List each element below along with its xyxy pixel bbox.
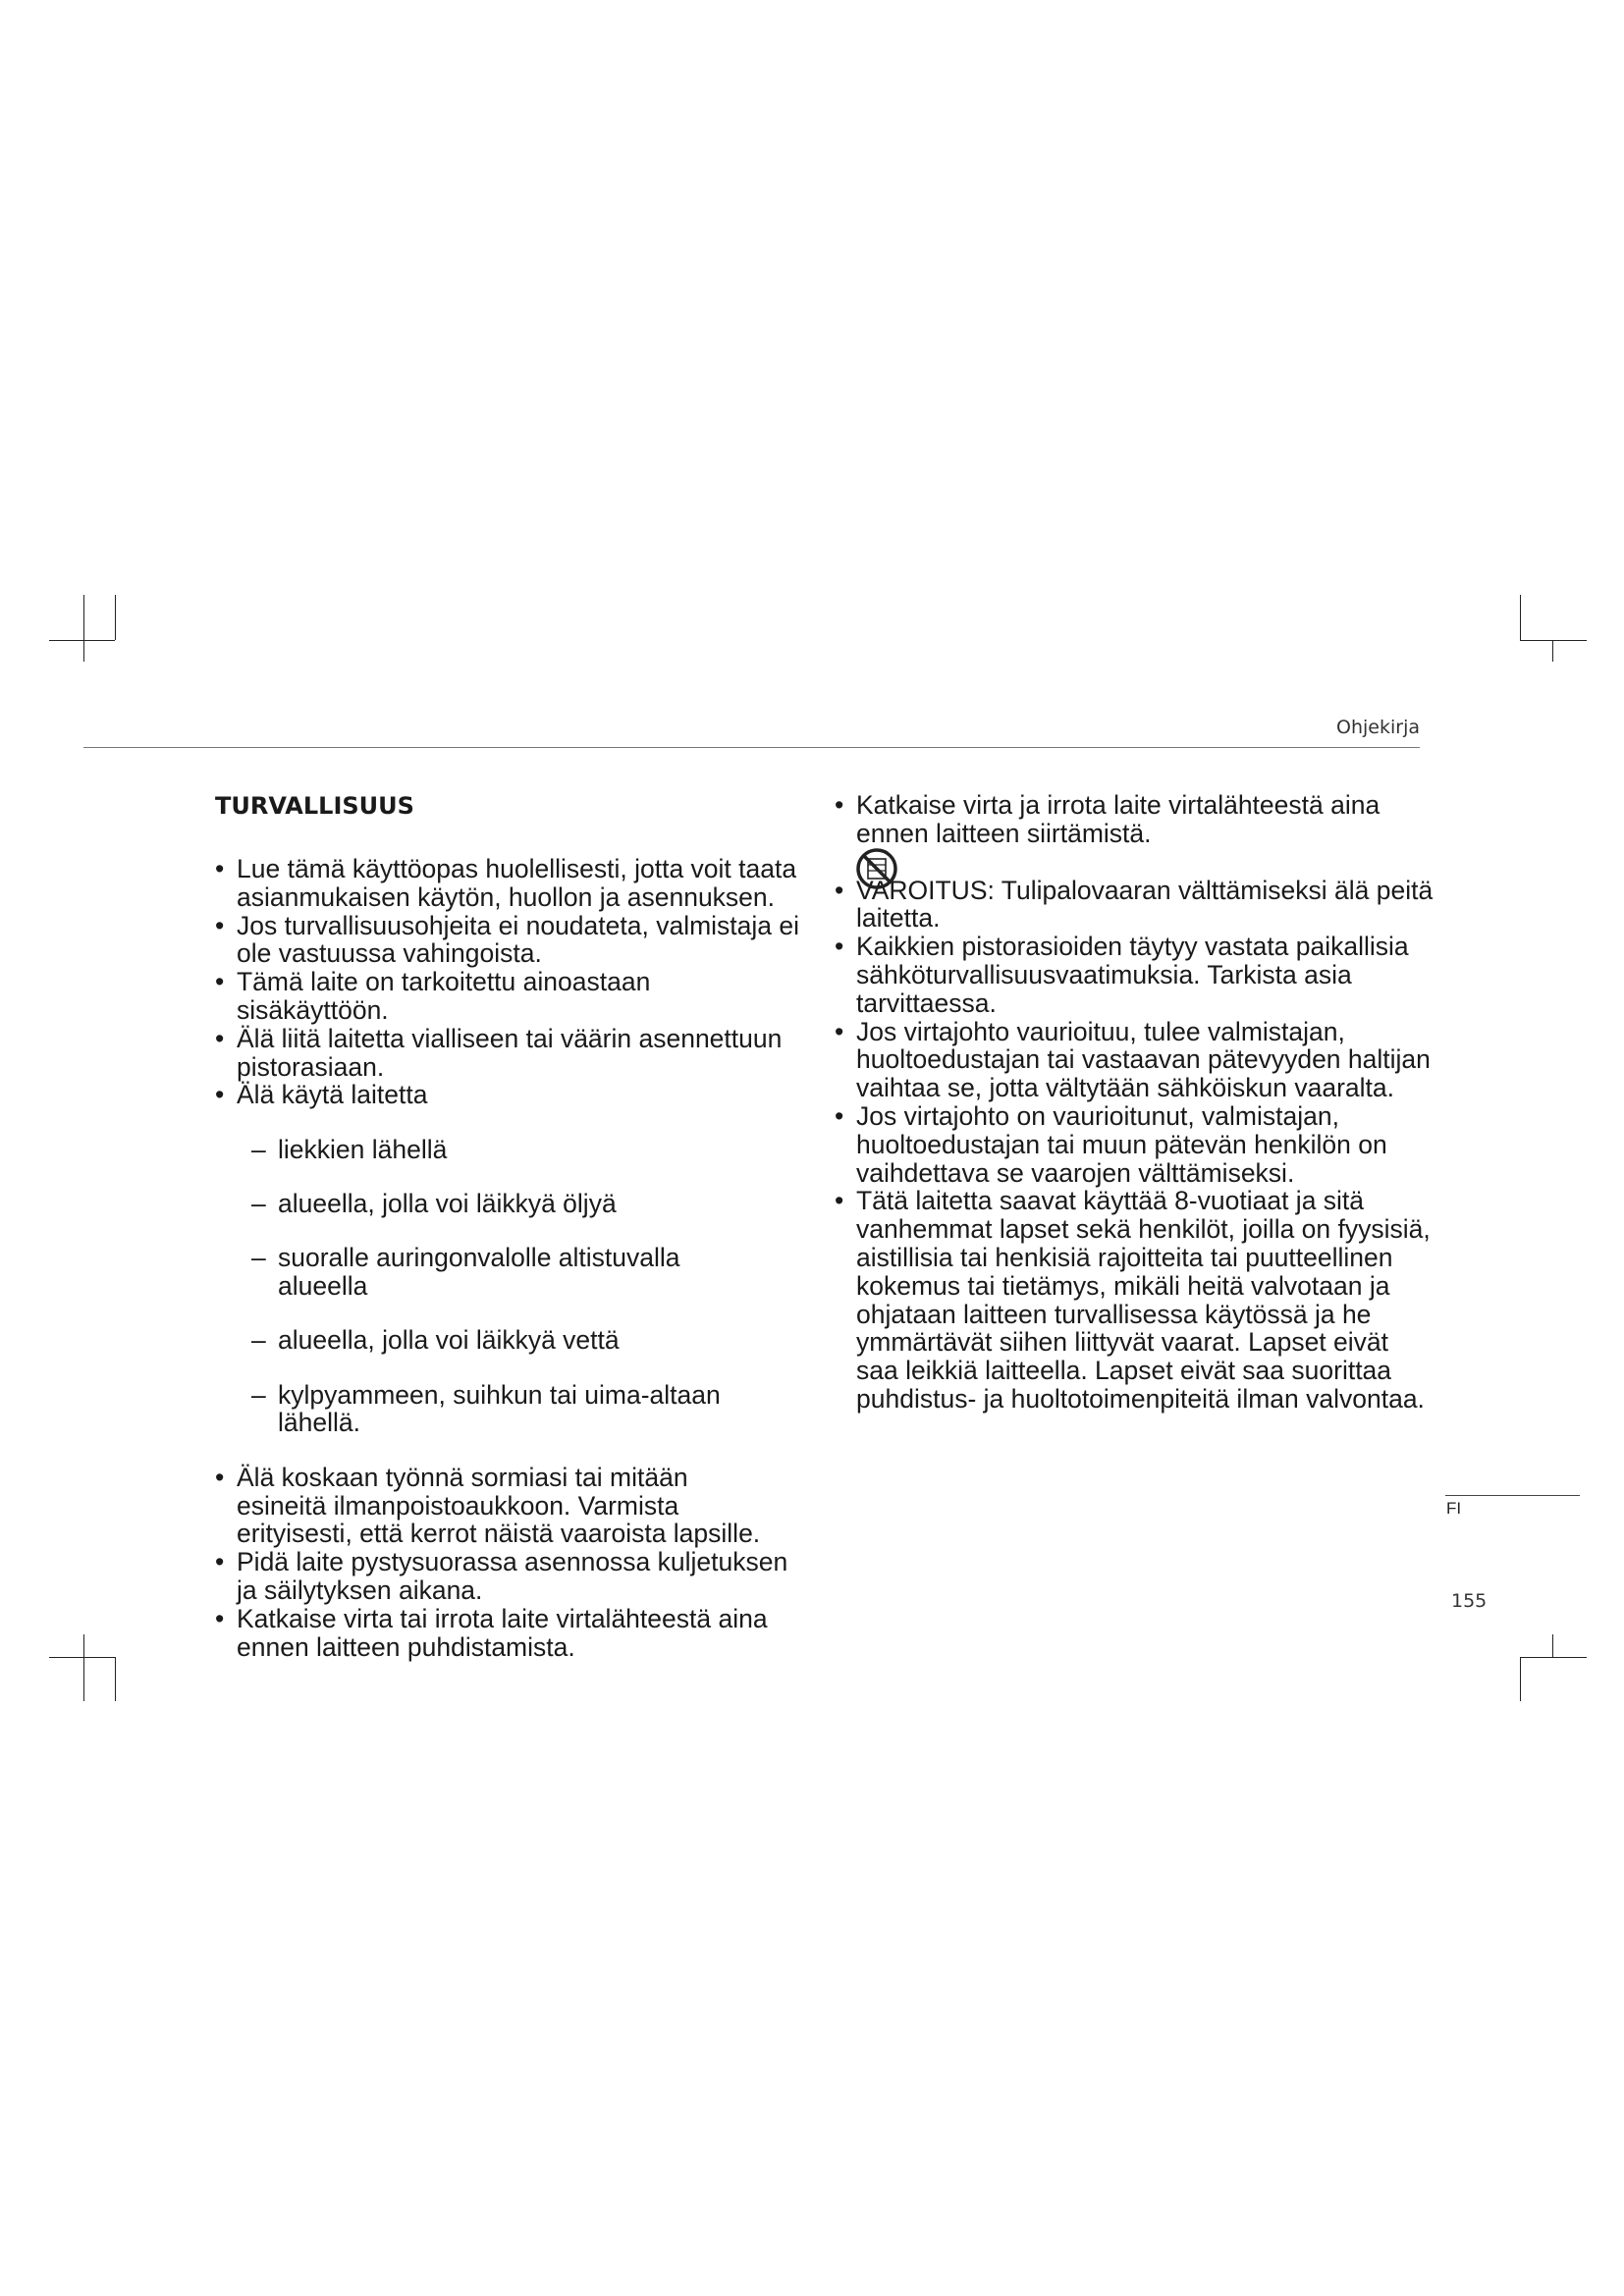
sub-list-item: – suoralle auringonvalolle altistuvalla alueella bbox=[251, 1243, 680, 1302]
crop-mark-top-left bbox=[49, 640, 115, 641]
crop-mark-bottom-left bbox=[115, 1657, 116, 1701]
list-item: • Tämä laite on tarkoitettu ainoastaan sisäkäyttöön. bbox=[215, 967, 651, 1025]
bullet: • bbox=[835, 790, 844, 820]
crop-mark-top-right bbox=[1520, 595, 1521, 640]
dash: – bbox=[251, 1243, 266, 1273]
sub-list-item: – alueella, jolla voi läikkyä öljyä bbox=[251, 1188, 617, 1218]
list-item: • Älä liitä laitetta vialliseen tai väärin asennettuun pistorasiaan. bbox=[215, 1023, 783, 1082]
warning-item bbox=[835, 877, 1434, 934]
list-item: • Lue tämä käyttöopas huolellisesti, jotta voit taata asianmukaisen käytön, huollon ja asennuksen. bbox=[215, 854, 797, 912]
left-column bbox=[215, 791, 804, 1661]
bullet: • bbox=[215, 854, 225, 883]
list-item: • Kaikkien pistorasioiden täytyy vastata paikallisia sähköturvallisuusvaatimuksia. Tarkista asia tarvittaessa. bbox=[835, 932, 1409, 1018]
spacer bbox=[835, 848, 1434, 877]
bullet: • bbox=[215, 1603, 225, 1633]
bullet: • bbox=[835, 1016, 844, 1046]
language-rule bbox=[1445, 1495, 1580, 1496]
list-item: • Älä käytä laitetta bbox=[215, 1080, 428, 1110]
language-code: FI bbox=[1446, 1499, 1462, 1518]
list-item: • Pidä laite pystysuorassa asennossa kuljetuksen ja säilytyksen aikana. bbox=[215, 1547, 788, 1605]
list-item: • Jos virtajohto vaurioituu, tulee valmistajan, huoltoedustajan tai vastaavan pätevyyden haltijan vaihtaa se, jotta vältytään sähköiskun vaaralta. bbox=[835, 1016, 1431, 1103]
crop-mark-bottom-right bbox=[1520, 1657, 1521, 1701]
crop-mark-top-right bbox=[1520, 640, 1587, 641]
right-column bbox=[835, 791, 1434, 1414]
bullet: • bbox=[835, 1100, 844, 1131]
running-header: Ohjekirja bbox=[1336, 717, 1420, 738]
dash: – bbox=[251, 1134, 266, 1164]
dash: – bbox=[251, 1188, 266, 1218]
crop-mark-top-left bbox=[83, 595, 84, 662]
page-number: 155 bbox=[1451, 1590, 1488, 1612]
bullet: • bbox=[215, 1080, 225, 1110]
crop-mark-bottom-left bbox=[83, 1634, 84, 1701]
bullet: • bbox=[215, 1547, 225, 1577]
list-item: • Älä koskaan työnnä sormiasi tai mitään esineitä ilmanpoistoaukkoon. Varmista erityisesti, että kerrot näistä vaaroista lapsille. bbox=[215, 1462, 761, 1549]
list-item: • Katkaise virta tai irrota laite virtalähteestä aina ennen laitteen puhdistamista. bbox=[215, 1603, 768, 1662]
list-item: • Katkaise virta ja irrota laite virtalähteestä aina ennen laitteen siirtämistä. bbox=[835, 790, 1380, 848]
bullet: • bbox=[215, 1023, 225, 1053]
list-item: • Jos turvallisuusohjeita ei noudateta, valmistaja ei ole vastuussa vahingoista. bbox=[215, 910, 800, 969]
crop-mark-top-left bbox=[115, 595, 116, 640]
bullet: • bbox=[215, 910, 225, 940]
section-title: TURVALLISUUS bbox=[215, 792, 414, 820]
crop-mark-bottom-right bbox=[1552, 1634, 1553, 1657]
crop-mark-bottom-left bbox=[49, 1657, 115, 1658]
sub-list-item: – kylpyammeen, suihkun tai uima-altaan lähellä. bbox=[251, 1379, 721, 1438]
crop-mark-top-right bbox=[1552, 640, 1553, 662]
crop-mark-bottom-right bbox=[1520, 1657, 1587, 1658]
list-item: • Jos virtajohto on vaurioitunut, valmistajan, huoltoedustajan tai muun pätevän henkilön on vaihdettava se vaarojen välttämiseksi. bbox=[835, 1100, 1387, 1188]
sub-list-item: – alueella, jolla voi läikkyä vettä bbox=[251, 1325, 620, 1356]
dash: – bbox=[251, 1379, 266, 1410]
list-item: • Tätä laitetta saavat käyttää 8-vuotiaat ja sitä vanhemmat lapset sekä henkilöt, joilla on fyysisiä, aistillisia tai henkisiä rajoitteita tai puutteellinen kokemus tai tietämys, mikäli heitä valvotaan ja ohjataan laitteen turvallisessa käytössä ja he ymmärtävät siihen liittyvät vaarat. Lapset eivät saa leikkiä laitteella. Lapset eivät saa suorittaa puhdistus- ja huoltotoimenpiteitä ilman valvontaa. bbox=[835, 1186, 1431, 1414]
warning-text: : Tulipalovaaran välttämiseksi älä peitä laitetta. bbox=[856, 875, 1434, 934]
do-not-cover-icon bbox=[855, 847, 898, 890]
dash: – bbox=[251, 1325, 266, 1356]
bullet: • bbox=[835, 875, 844, 905]
header-rule bbox=[83, 747, 1420, 748]
warning-label: VAROITUS bbox=[856, 875, 988, 905]
bullet: • bbox=[835, 932, 844, 962]
sub-list-item: – liekkien lähellä bbox=[251, 1134, 448, 1164]
bullet: • bbox=[835, 1186, 844, 1216]
bullet: • bbox=[215, 967, 225, 997]
bullet: • bbox=[215, 1462, 225, 1492]
